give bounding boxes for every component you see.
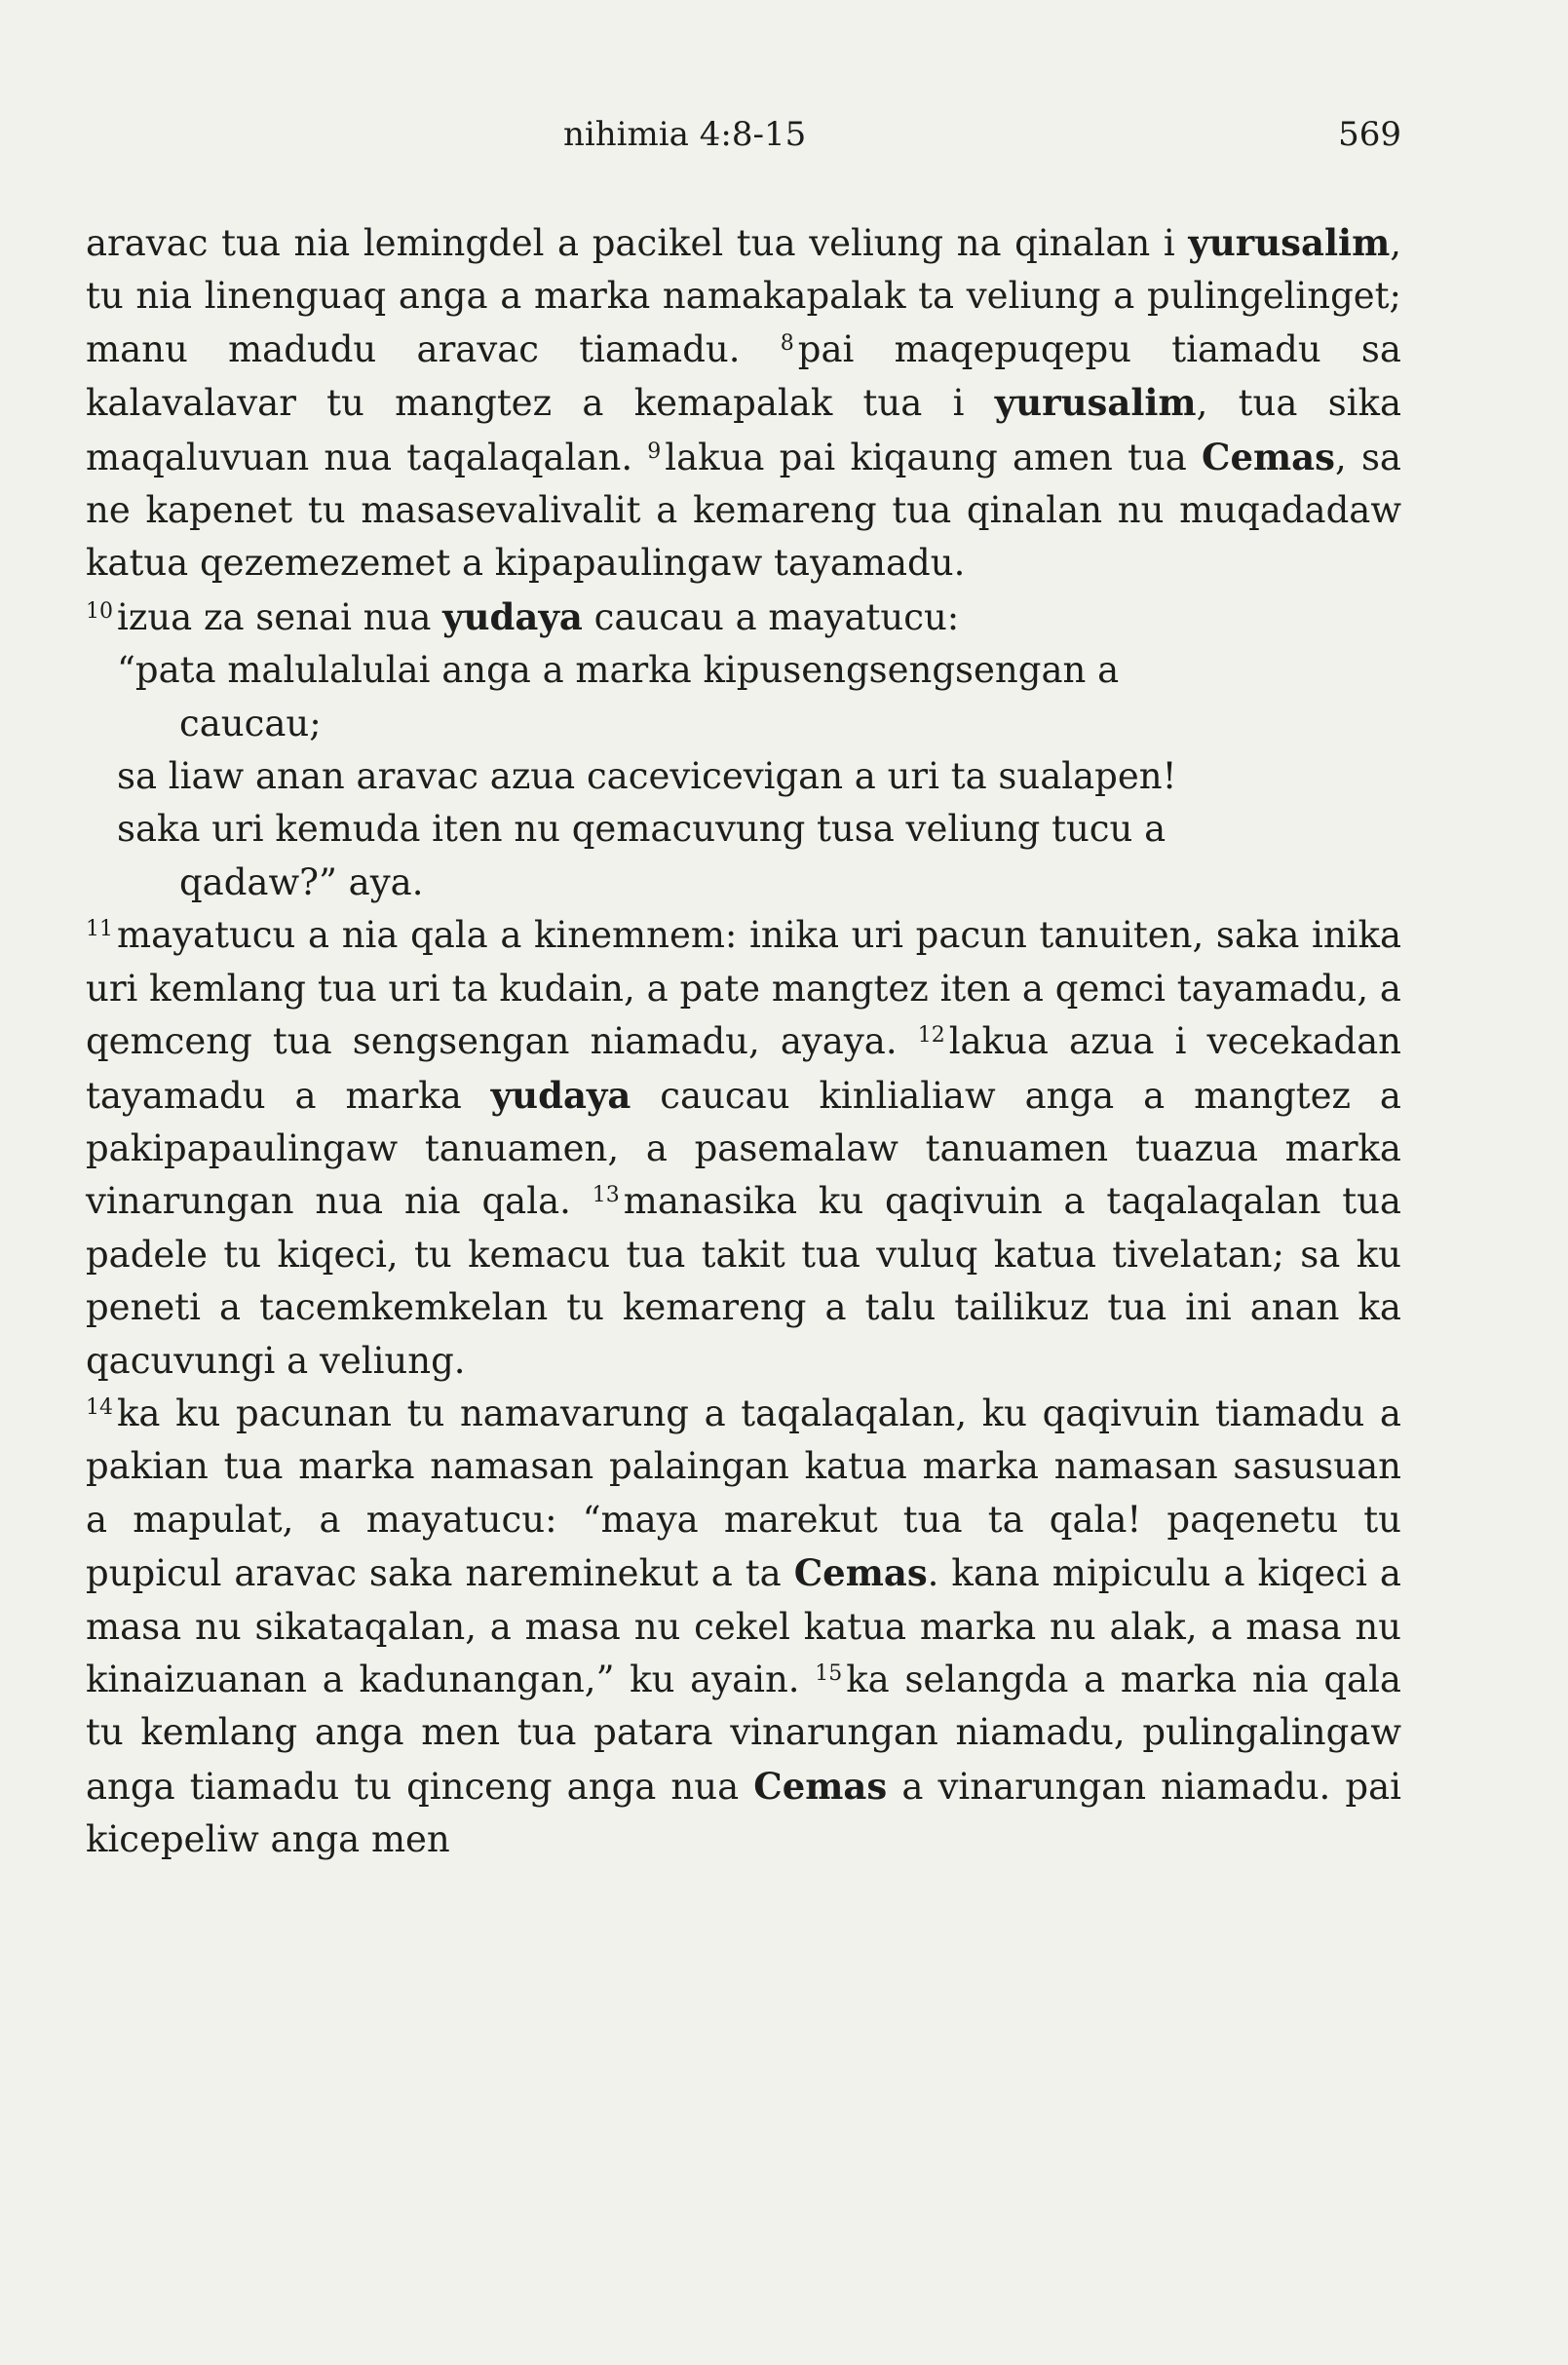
text-body	[86, 216, 1401, 1867]
verse-number-9: 9	[647, 439, 662, 464]
paragraph-4	[86, 1388, 1401, 1867]
verse-number-15: 15	[815, 1660, 843, 1686]
verse-number-11: 11	[86, 917, 113, 942]
divine-name: Cemas	[1202, 435, 1335, 478]
text-run: a vinarungan niamadu. pai kicepeliw anga men	[86, 1765, 1401, 1861]
chapter-reference: nihimia 4:8-15	[563, 115, 807, 154]
people-name: yudaya	[490, 1073, 631, 1117]
verse-number-13: 13	[592, 1183, 620, 1208]
poem-line-2: sa liaw anan aravac azua cacevicevigan a uri ta sualapen!	[117, 755, 1177, 798]
text-run: ka ku pacunan tu namavarung a taqalaqalan, ku qaqivuin tiamadu a pakian tua marka namasan palaingan katua marka namasan sasusuan a mapulat, a mayatucu: “maya marekut tua ta qala! paqenetu tu pupicul aravac saka nareminekut a ta	[86, 1392, 1401, 1595]
running-header	[86, 115, 1401, 168]
poem-line-3-continuation: qadaw?” aya.	[179, 860, 424, 903]
text-run: lakua azua i vecekadan tayamadu a marka	[86, 1020, 1402, 1117]
verse-number-8: 8	[780, 330, 794, 356]
text-run: ka selangda a marka nia qala tu kemlang anga men tua patara vinarungan niamadu, pulingalingaw anga tiamadu tu qinceng anga nua	[86, 1658, 1401, 1808]
verse-number-12: 12	[917, 1023, 945, 1049]
text-run: . kana mipiculu a kiqeci a masa nu sikataqalan, a masa nu cekel katua marka nu alak, a masa nu kinaizuanan a kadunangan,” ku ayain.	[86, 1552, 1401, 1700]
verse-number-14: 14	[86, 1394, 113, 1420]
poetry-block	[86, 644, 1401, 909]
place-name: yurusalim	[994, 381, 1197, 425]
paragraph-3	[86, 909, 1401, 1388]
poem-line-1-continuation: caucau;	[179, 702, 322, 744]
poem-line-1: “pata malulalulai anga a marka kipusengsengsengan a	[117, 649, 1120, 692]
people-name: yudaya	[442, 594, 583, 638]
text-run: manasika ku qaqivuin a taqalaqalan tua padele tu kiqeci, tu kemacu tua takit tua vuluq katua tivelatan; sa ku peneti a tacemkemkelan tu kemareng a talu tailikuz tua ini anan ka qacuvungi a veliung.	[86, 1180, 1401, 1382]
verse-number-10: 10	[86, 598, 113, 624]
text-run: , sa ne kapenet tu masasevalivalit a kemareng tua qinalan nu muqadadaw katua qezemezemet a kipapaulingaw tayamadu.	[86, 436, 1401, 585]
poem-line-3: saka uri kemuda iten nu qemacuvung tusa veliung tucu a	[117, 808, 1166, 851]
text-run: pai maqepuqepu tiamadu sa kalavalavar tu mangtez a kemapalak tua i	[86, 327, 1401, 425]
page-number: 569	[1338, 115, 1401, 154]
text-run: aravac tua nia lemingdel a pacikel tua veliung na qinalan i	[86, 222, 1189, 264]
text-run: mayatucu a nia qala a kinemnem: inika uri pacun tanuiten, saka inika uri kemlang tua uri ta kudain, a pate mangtez iten a qemci tayamadu, a qemceng tua sengsengan niamadu, ayaya.	[86, 914, 1401, 1063]
place-name: yurusalim	[1188, 221, 1391, 264]
paragraph-1	[86, 216, 1401, 591]
text-run: caucau kinlialiaw anga a mangtez a pakipapaulingaw tanuamen, a pasemalaw tanuamen tuazua marka vinarungan nua nia qala.	[86, 1074, 1401, 1223]
divine-name: Cemas	[793, 1551, 928, 1595]
divine-name: Cemas	[753, 1764, 888, 1808]
text-run: lakua pai kiqaung amen tua	[665, 436, 1203, 478]
text-run: izua za senai nua	[117, 595, 443, 638]
paragraph-2	[86, 591, 1401, 644]
text-run: , tua sika maqaluvuan nua taqalaqalan.	[86, 382, 1401, 478]
text-run: , tu nia linenguaq anga a marka namakapalak ta veliung a pulingelinget; manu madudu aravac tiamadu.	[86, 222, 1401, 370]
text-run: caucau a mayatucu:	[582, 595, 960, 638]
